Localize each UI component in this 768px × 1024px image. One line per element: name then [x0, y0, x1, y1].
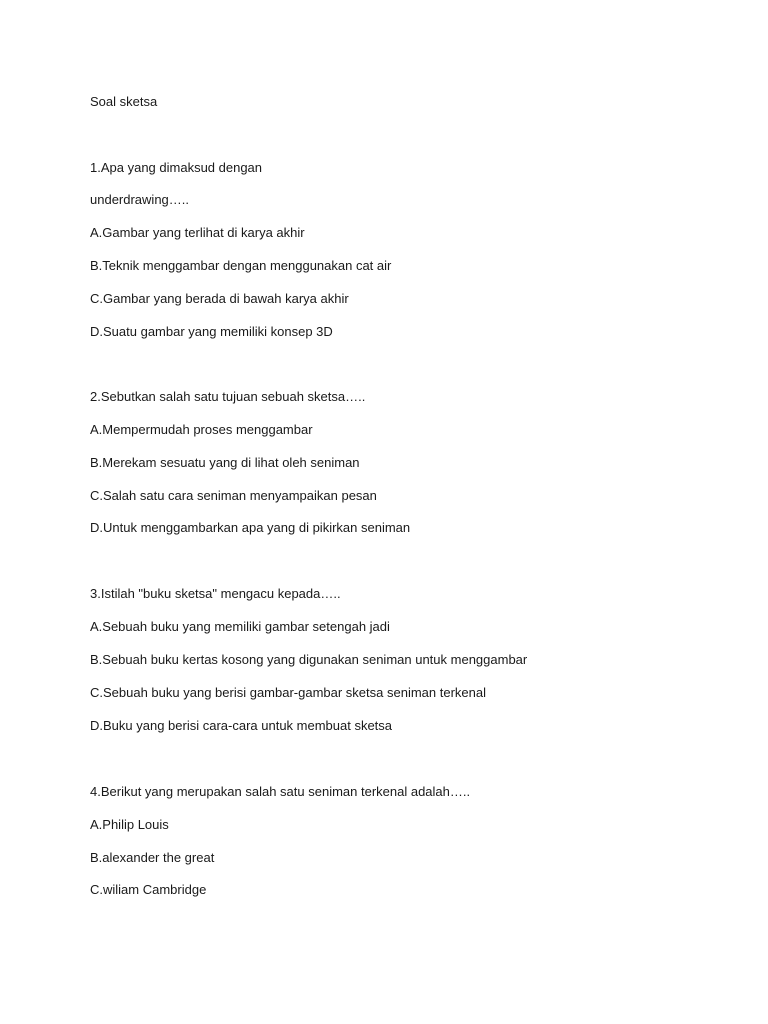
question-4-option-a: A.Philip Louis — [90, 817, 169, 832]
question-2-option-d: D.Untuk menggambarkan apa yang di pikirkan seniman — [90, 520, 411, 535]
question-2-option-a: A.Mempermudah proses menggambar — [90, 422, 313, 437]
question-1-option-d: D.Suatu gambar yang memiliki konsep 3D — [90, 324, 333, 339]
question-3-stem: 3.Istilah "buku sketsa" mengacu kepada….. — [90, 586, 341, 601]
question-4-option-b: B.alexander the great — [90, 850, 215, 865]
question-4-stem: 4.Berikut yang merupakan salah satu seniman terkenal adalah….. — [90, 784, 471, 799]
question-3-option-d: D.Buku yang berisi cara-cara untuk membuat sketsa — [90, 718, 393, 733]
question-3-option-c: C.Sebuah buku yang berisi gambar-gambar sketsa seniman terkenal — [90, 685, 486, 700]
question-1-option-a: A.Gambar yang terlihat di karya akhir — [90, 225, 305, 240]
question-2-stem: 2.Sebutkan salah satu tujuan sebuah sketsa….. — [90, 389, 366, 404]
question-1-stem-line-2: underdrawing….. — [90, 192, 189, 207]
question-4-option-c: C.wiliam Cambridge — [90, 882, 207, 897]
question-1-option-b: B.Teknik menggambar dengan menggunakan cat air — [90, 258, 392, 273]
question-2-option-c: C.Salah satu cara seniman menyampaikan pesan — [90, 488, 377, 503]
question-1-option-c: C.Gambar yang berada di bawah karya akhir — [90, 291, 349, 306]
question-2-option-b: B.Merekam sesuatu yang di lihat oleh seniman — [90, 455, 360, 470]
question-1-stem-line-1: 1.Apa yang dimaksud dengan — [90, 160, 263, 175]
question-3-option-b: B.Sebuah buku kertas kosong yang digunakan seniman untuk menggambar — [90, 652, 528, 667]
question-3-option-a: A.Sebuah buku yang memiliki gambar setengah jadi — [90, 619, 390, 634]
document-title: Soal sketsa — [90, 94, 158, 109]
